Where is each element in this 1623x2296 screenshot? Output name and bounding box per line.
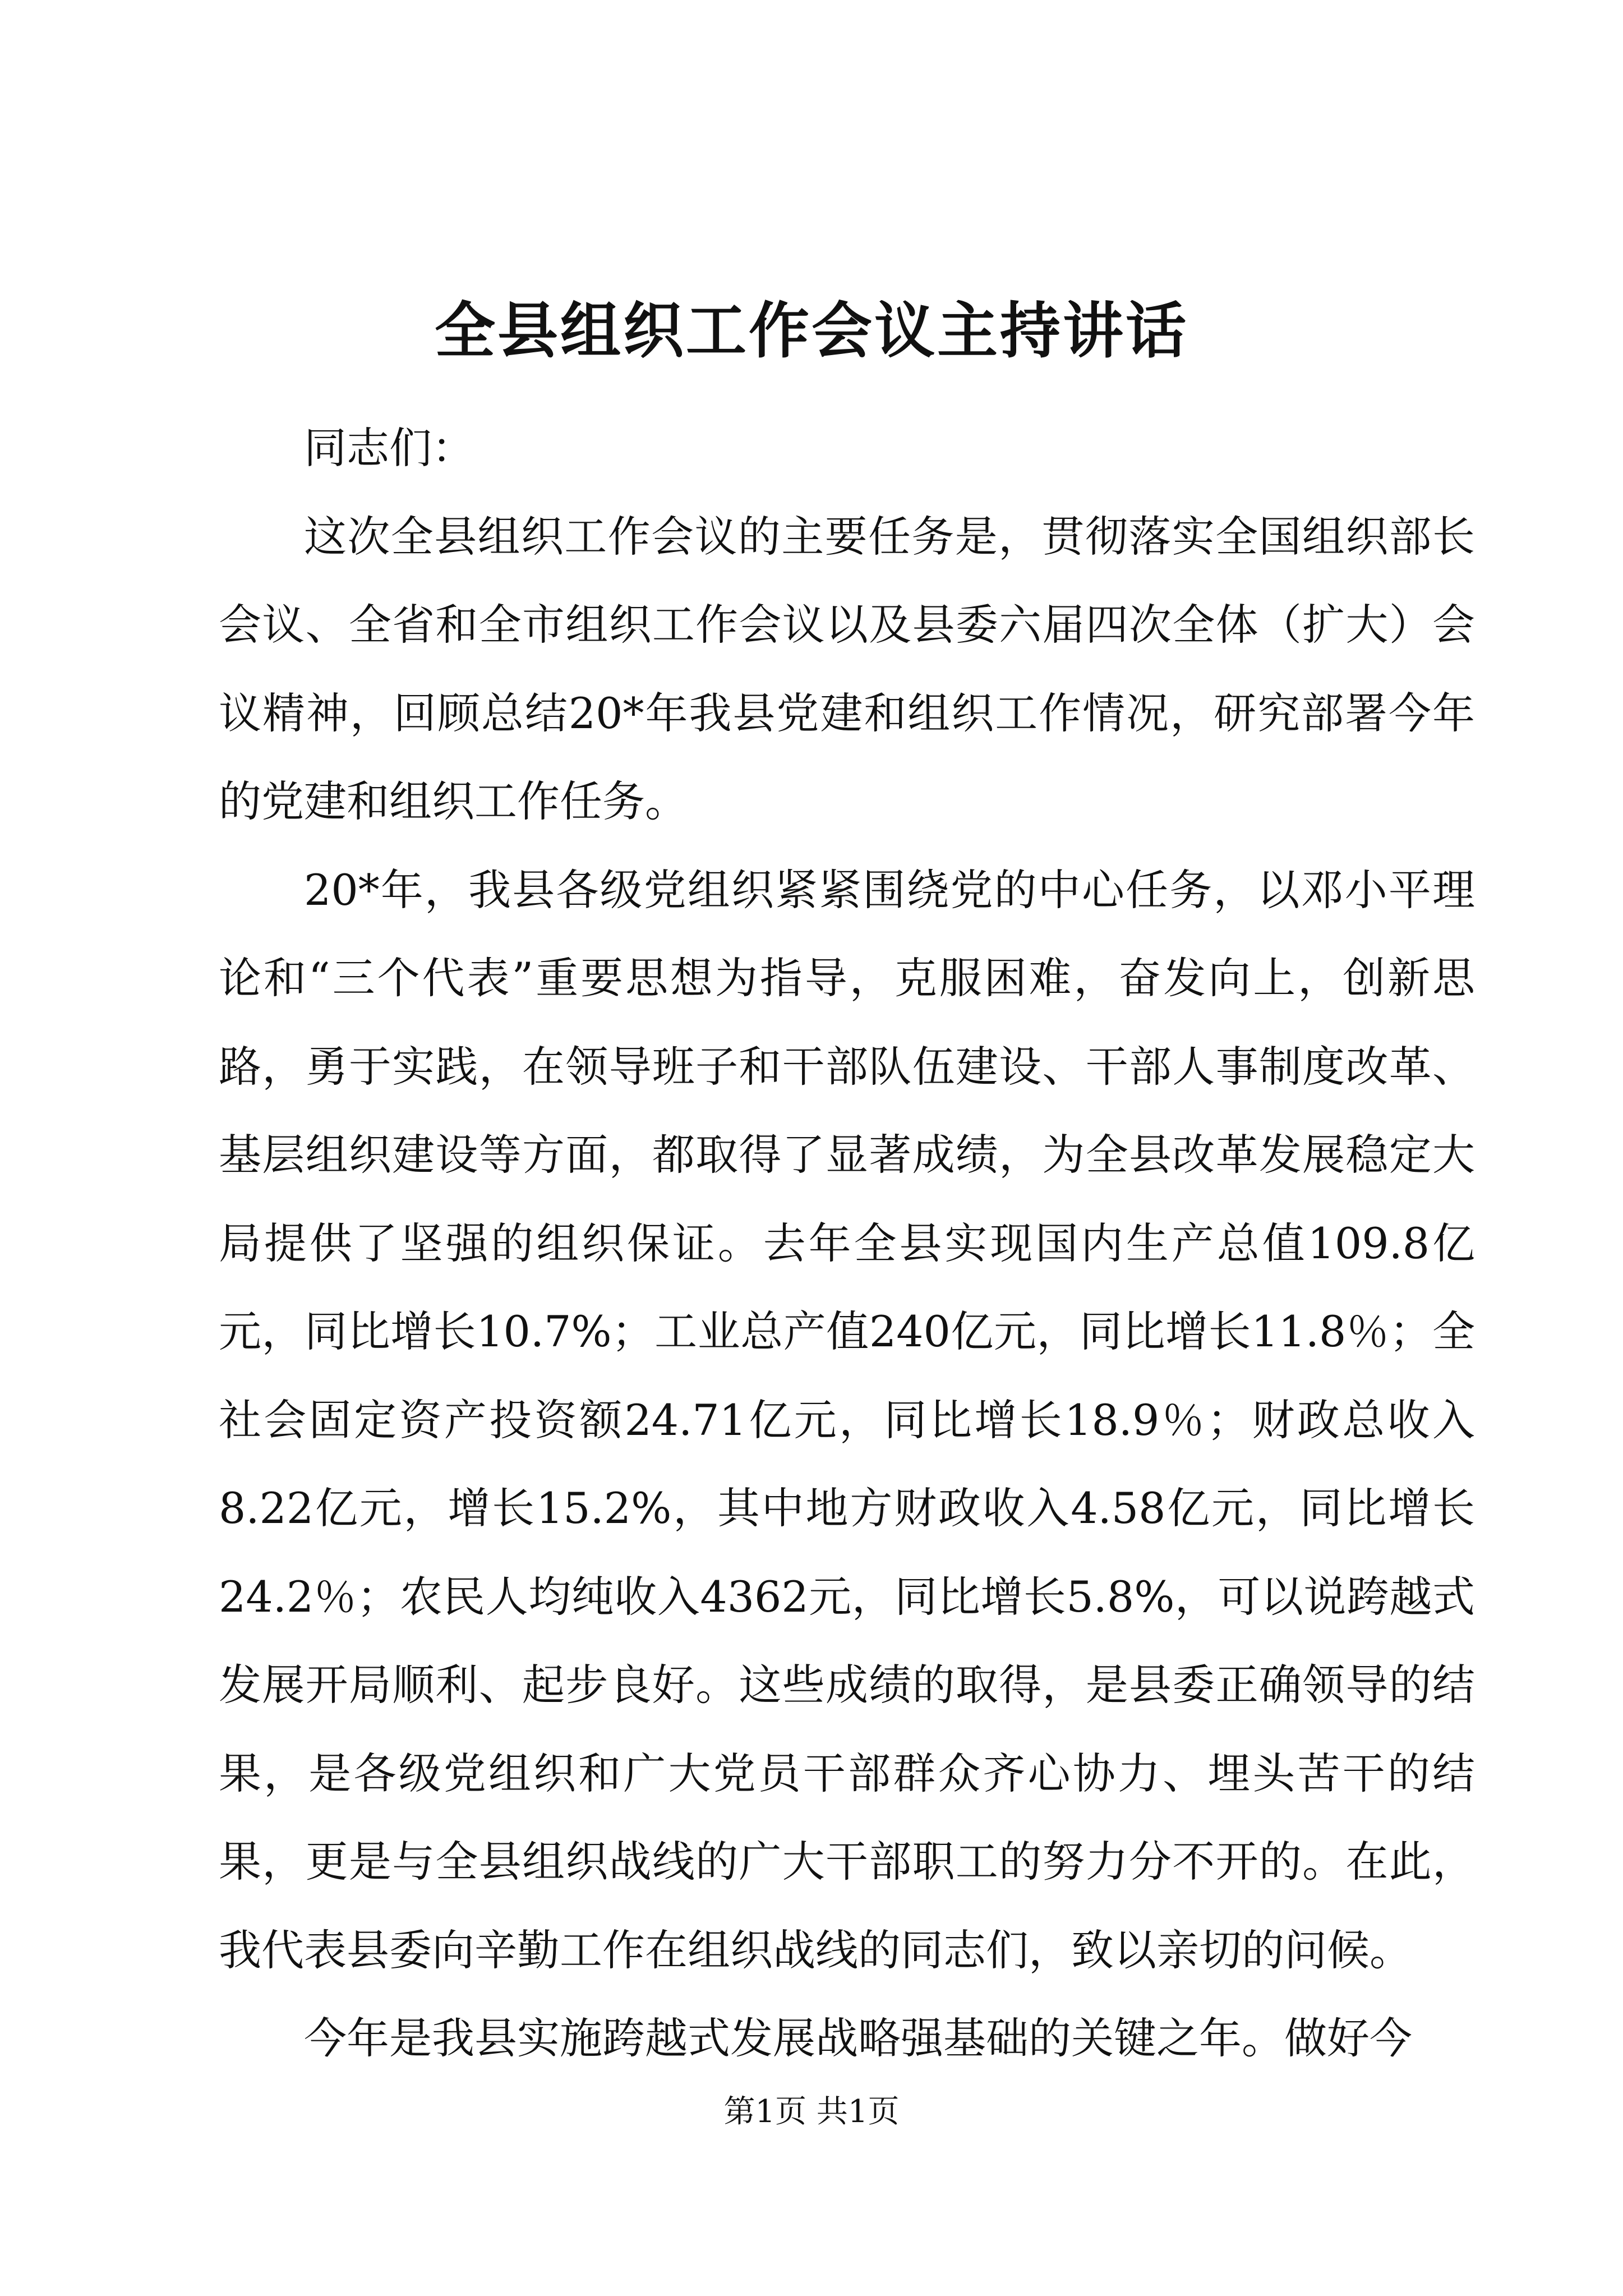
body-paragraph: 今年是我县实施跨越式发展战略强基础的关键之年。做好今 — [304, 2013, 1412, 2063]
body-paragraph: 20*年，我县各级党组织紧紧围绕党的中心任务，以邓小平理论和“三个代表”重要思想为指导，克服困难，奋发向上，创新思路，勇于实践，在领导班子和干部队伍建设、干部人事制度改革、基层组织建设等方面，都取得了显著成绩，为全县改革发展稳定大局提供了坚强的组织保证。去年全县实现国内生产总值109.8亿元，同比增长10.7%；工业总产值240亿元，同比增长11.8％；全社会固定资产投资额24.71亿元，同比增长18.9％；财政总收入8.22亿元，增长15.2%，其中地方财政收入4.58亿元，同比增长24.2％；农民人均纯收入4362元，同比增长5.8%，可以说跨越式发展开局顺利、起步良好。这些成绩的取得，是县委正确领导的结果，是各级党组织和广大党员干部群众齐心协力、埋头苦干的结果，更是与全县组织战线的广大干部职工的努力分不开的。在此，我代表县委向辛勤工作在组织战线的同志们，致以亲切的问候。 — [219, 864, 1475, 1975]
salutation-paragraph: 同志们： — [304, 423, 474, 473]
document-body — [219, 404, 1475, 2083]
body-paragraph: 这次全县组织工作会议的主要任务是，贯彻落实全国组织部长会议、全省和全市组织工作会议以及县委六届四次全体（扩大）会议精神，回顾总结20*年我县党建和组织工作情况，研究部署今年的党建和组织工作任务。 — [219, 511, 1475, 826]
document-title: 全县组织工作会议主持讲话 — [434, 296, 1188, 366]
page-number-footer: 第1页 共1页 — [723, 2093, 900, 2130]
